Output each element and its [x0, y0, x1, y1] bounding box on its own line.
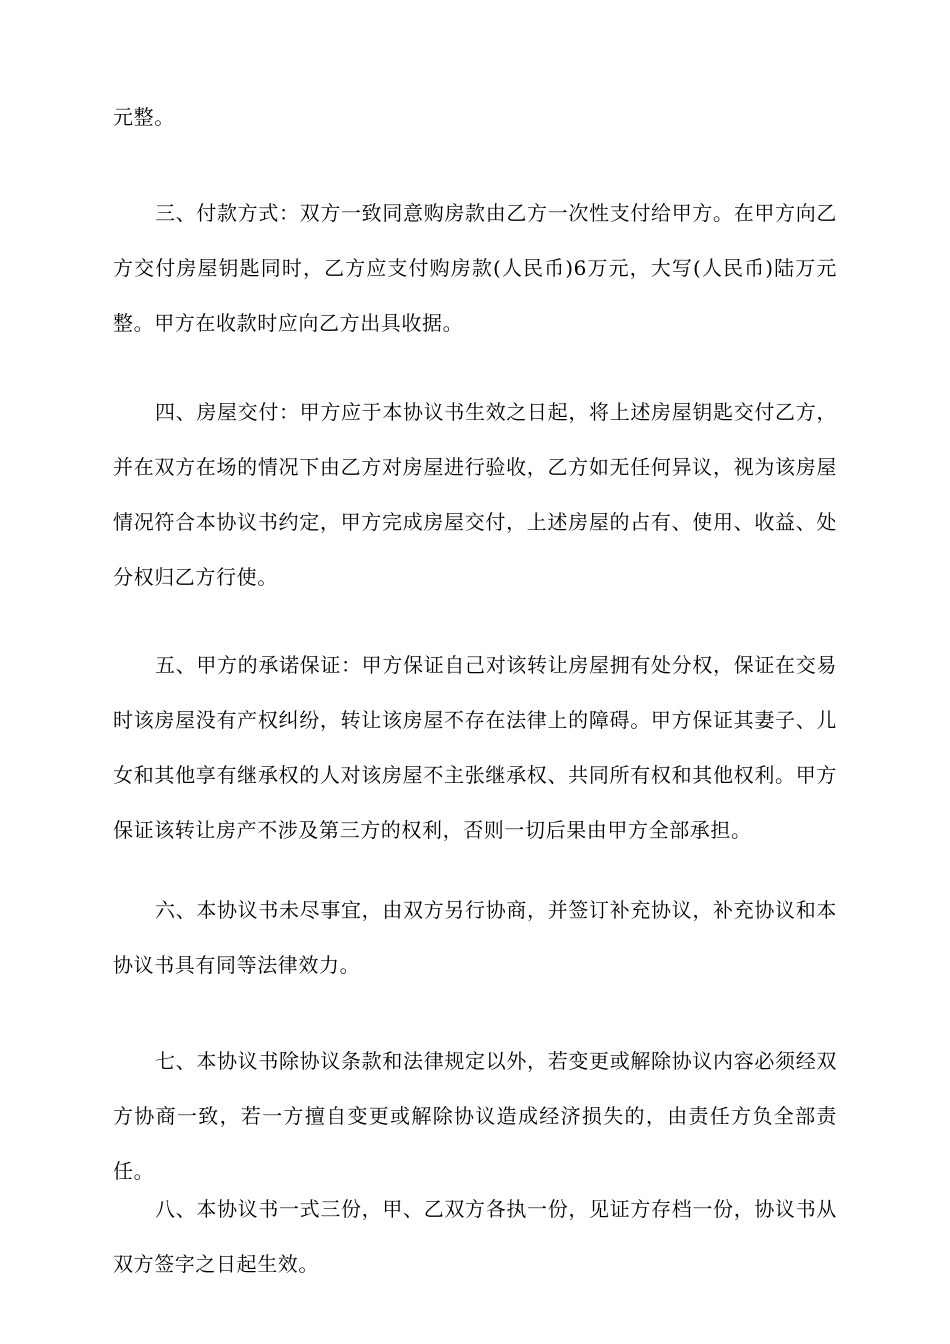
clause-supplement: 六、本协议书未尽事宜，由双方另行协商，并签订补充协议，补充协议和本协议书具有同等法律效力。: [113, 898, 837, 977]
clause-payment: 三、付款方式：双方一致同意购房款由乙方一次性支付给甲方。在甲方向乙方交付房屋钥匙同时，乙方应支付购房款(人民币)6万元，大写(人民币)陆万元整。甲方在收款时应向乙方出具收据。: [113, 201, 837, 335]
clause-modification: 七、本协议书除协议条款和法律规定以外，若变更或解除协议内容必须经双方协商一致，若一方擅自变更或解除协议造成经济损失的，由责任方负全部责任。: [113, 1049, 837, 1183]
clause-copies: 八、本协议书一式三份，甲、乙双方各执一份，见证方存档一份，协议书从双方签字之日起生效。: [113, 1197, 837, 1276]
clause-delivery: 四、房屋交付：甲方应于本协议书生效之日起，将上述房屋钥匙交付乙方，并在双方在场的情况下由乙方对房屋进行验收，乙方如无任何异议，视为该房屋情况符合本协议书约定，甲方完成房屋交付，上述房屋的占有、使用、收益、处分权归乙方行使。: [113, 400, 837, 589]
clause-guarantee: 五、甲方的承诺保证：甲方保证自己对该转让房屋拥有处分权，保证在交易时该房屋没有产权纠纷，转让该房屋不存在法律上的障碍。甲方保证其妻子、儿女和其他享有继承权的人对该房屋不主张继承权、共同所有权和其他权利。甲方保证该转让房产不涉及第三方的权利，否则一切后果由甲方全部承担。: [113, 653, 837, 842]
continuation-text: 元整。: [113, 105, 175, 129]
